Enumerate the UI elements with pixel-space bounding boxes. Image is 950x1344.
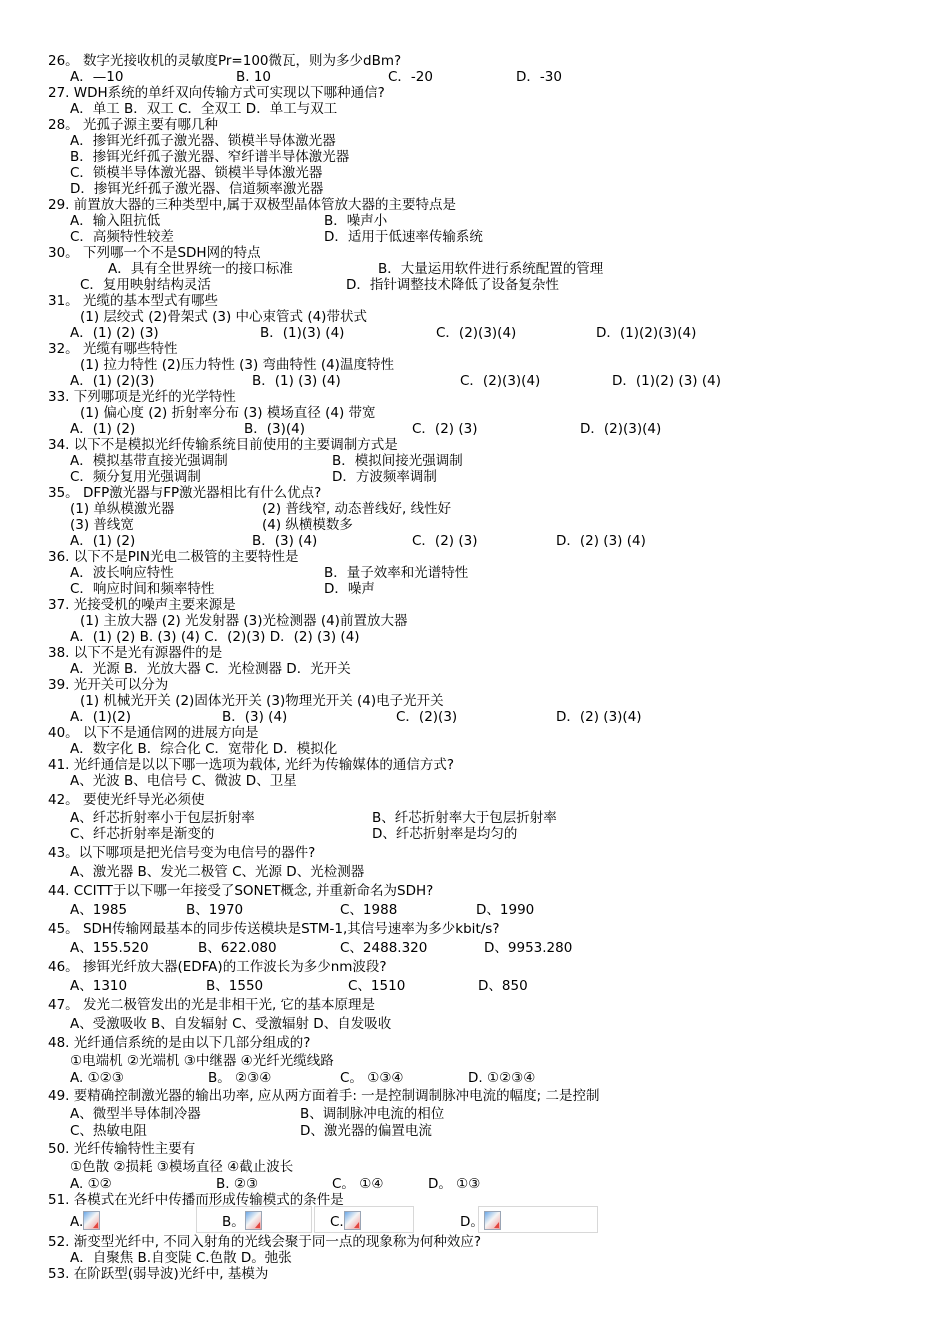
q49-option-a: A、微型半导体制冷器 <box>70 1106 201 1122</box>
q48-items: ①电端机 ②光端机 ③中继器 ④光纤光缆线路 <box>70 1053 334 1069</box>
q32-option-a: A．(1) (2)(3) <box>70 373 155 389</box>
q50-option-a: A. ①② <box>70 1176 112 1192</box>
q38-options: A．光源 B．光放大器 C．光检测器 D．光开关 <box>70 661 351 677</box>
q40-stem: 40。 以下不是通信网的进展方向是 <box>48 725 259 741</box>
q43-options: A、激光器 B、发光二极管 C、光源 D、光检测器 <box>70 864 365 880</box>
q31-stem: 31。 光缆的基本型式有哪些 <box>48 293 218 309</box>
q50-option-d: D。 ①③ <box>428 1176 481 1192</box>
q51-option-b <box>222 1211 262 1230</box>
q36-option-b: B．量子效率和光谱特性 <box>324 565 469 581</box>
q26-stem: 26。 数字光接收机的灵敏度Pr=100微瓦，则为多少dBm? <box>48 53 402 69</box>
q50-option-c: C。 ①④ <box>332 1176 384 1192</box>
q35-option-b: B．(3) (4) <box>252 533 318 549</box>
q51-option-c-label: C. <box>330 1214 344 1230</box>
q51-option-d <box>460 1211 501 1230</box>
q46-option-c: C、1510 <box>348 978 406 994</box>
q31-option-d: D．(1)(2)(3)(4) <box>596 325 697 341</box>
q44-option-a: A、1985 <box>70 902 128 918</box>
q48-stem: 48. 光纤通信系统的是由以下几部分组成的? <box>48 1035 311 1051</box>
q27-stem: 27. WDH系统的单纤双向传输方式可实现以下哪种通信? <box>48 85 385 101</box>
q26-option-b: B. 10 <box>236 69 272 85</box>
q46-option-b: B、1550 <box>206 978 264 994</box>
q39-option-d: D．(2) (3)(4) <box>556 709 642 725</box>
q48-option-d: D. ①②③④ <box>468 1070 536 1086</box>
q28-option-b: B．掺铒光纤孤子激光器、窄纤谱半导体激光器 <box>70 149 350 165</box>
q41-options: A、光波 B、电信号 C、微波 D、卫星 <box>70 773 297 789</box>
q45-option-c: C、2488.320 <box>340 940 428 956</box>
q36-option-c: C．响应时间和频率特性 <box>70 581 215 597</box>
q52-options: A．自聚焦 B.自变陡 C.色散 D。弛张 <box>70 1250 292 1266</box>
q29-option-a: A．输入阻抗低 <box>70 213 161 229</box>
q38-stem: 38. 以下不是光有源器件的是 <box>48 645 223 661</box>
q35-item-1: (1) 单纵模激光器 <box>70 501 175 517</box>
q45-option-a: A、155.520 <box>70 940 149 956</box>
q30-stem: 30。 下列哪一个不是SDH网的特点 <box>48 245 261 261</box>
q28-option-a: A．掺铒光纤孤子激光器、锁模半导体激光器 <box>70 133 336 149</box>
q36-stem: 36. 以下不是PIN光电二极管的主要特性是 <box>48 549 299 565</box>
q34-option-a: A．模拟基带直接光强调制 <box>70 453 228 469</box>
q42-option-d: D、纤芯折射率是均匀的 <box>372 826 518 842</box>
broken-image-icon <box>83 1211 100 1230</box>
q39-option-a: A．(1)(2) <box>70 709 131 725</box>
broken-image-icon <box>245 1211 262 1230</box>
q40-options: A．数字化 B．综合化 C．宽带化 D．模拟化 <box>70 741 338 757</box>
q43-stem: 43。以下哪项是把光信号变为电信号的器件? <box>48 845 316 861</box>
q50-option-b: B. ②③ <box>216 1176 259 1192</box>
q51-option-b-label: B。 <box>222 1214 245 1230</box>
q37-items: (1) 主放大器 (2) 光发射器 (3)光检测器 (4)前置放大器 <box>80 613 408 629</box>
q26-option-d: D．-30 <box>516 69 562 85</box>
formula-box-c <box>314 1206 414 1233</box>
q42-option-c: C、纤芯折射率是渐变的 <box>70 826 215 842</box>
q31-items: (1) 层绞式 (2)骨架式 (3) 中心束管式 (4)带状式 <box>80 309 367 325</box>
q32-stem: 32。 光缆有哪些特性 <box>48 341 178 357</box>
q35-item-4: (4) 纵横模数多 <box>262 517 353 533</box>
q33-stem: 33. 下列哪项是光纤的光学特性 <box>48 389 236 405</box>
q48-option-b: B。 ②③④ <box>208 1070 272 1086</box>
q45-option-b: B、622.080 <box>198 940 277 956</box>
q36-option-a: A．波长响应特性 <box>70 565 174 581</box>
q26-option-a: A．—10 <box>70 69 124 85</box>
q33-items: (1) 偏心度 (2) 折射率分布 (3) 模场直径 (4) 带宽 <box>80 405 376 421</box>
q39-option-b: B．(3) (4) <box>222 709 288 725</box>
q46-option-d: D、850 <box>478 978 528 994</box>
q30-option-a: A．具有全世界统一的接口标准 <box>108 261 293 277</box>
q28-option-c: C．锁模半导体激光器、锁模半导体激光器 <box>70 165 323 181</box>
q46-stem: 46。 掺铒光纤放大器(EDFA)的工作波长为多少nm波段? <box>48 959 387 975</box>
q45-stem: 45。 SDH传输网最基本的同步传送模块是STM-1,其信号速率为多少kbit/s? <box>48 921 500 937</box>
q34-option-d: D．方波频率调制 <box>332 469 437 485</box>
q35-option-a: A．(1) (2) <box>70 533 136 549</box>
q33-option-d: D．(2)(3)(4) <box>580 421 662 437</box>
q34-stem: 34. 以下不是模拟光纤传输系统目前使用的主要调制方式是 <box>48 437 398 453</box>
q33-option-c: C．(2) (3) <box>412 421 478 437</box>
q28-option-d: D．掺铒光纤孤子激光器、信道频率激光器 <box>70 181 324 197</box>
q32-option-d: D．(1)(2) (3) (4) <box>612 373 721 389</box>
broken-image-icon <box>484 1211 501 1230</box>
q51-option-a <box>70 1211 100 1230</box>
q28-stem: 28。 光孤子源主要有哪几种 <box>48 117 218 133</box>
q51-stem: 51. 各模式在光纤中传播而形成传输模式的条件是 <box>48 1192 344 1208</box>
q46-option-a: A、1310 <box>70 978 128 994</box>
q33-option-a: A．(1) (2) <box>70 421 136 437</box>
q39-items: (1) 机械光开关 (2)固体光开关 (3)物理光开关 (4)电子光开关 <box>80 693 444 709</box>
q35-option-c: C．(2) (3) <box>412 533 478 549</box>
q37-stem: 37. 光接受机的噪声主要来源是 <box>48 597 236 613</box>
q47-options: A、受激吸收 B、自发辐射 C、受激辐射 D、自发吸收 <box>70 1016 392 1032</box>
q31-option-a: A．(1) (2) (3) <box>70 325 159 341</box>
q47-stem: 47。 发光二极管发出的光是非相干光, 它的基本原理是 <box>48 997 376 1013</box>
q50-stem: 50. 光纤传输特性主要有 <box>48 1141 196 1157</box>
q35-item-2: (2) 普线窄, 动态普线好, 线性好 <box>262 501 452 517</box>
q39-stem: 39. 光开关可以分为 <box>48 677 169 693</box>
q33-option-b: B．(3)(4) <box>244 421 306 437</box>
q29-option-b: B．噪声小 <box>324 213 388 229</box>
q27-options: A．单工 B．双工 C．全双工 D．单工与双工 <box>70 101 338 117</box>
q30-option-d: D．指针调整技术降低了设备复杂性 <box>346 277 559 293</box>
q31-option-c: C．(2)(3)(4) <box>436 325 517 341</box>
q44-option-d: D、1990 <box>476 902 535 918</box>
q35-item-3: (3) 普线宽 <box>70 517 134 533</box>
q35-stem: 35。 DFP激光器与FP激光器相比有什么优点? <box>48 485 322 501</box>
q44-stem: 44. CCITT于以下哪一年接受了SONET概念, 并重新命名为SDH? <box>48 883 434 899</box>
q35-option-d: D．(2) (3) (4) <box>556 533 646 549</box>
q42-option-a: A、纤芯折射率小于包层折射率 <box>70 810 255 826</box>
q41-stem: 41. 光纤通信是以以下哪一选项为载体, 光纤为传输媒体的通信方式? <box>48 757 455 773</box>
q42-option-b: B、纤芯折射率大于包层折射率 <box>372 810 557 826</box>
q29-option-c: C．高频特性较差 <box>70 229 174 245</box>
q30-option-b: B．大量运用软件进行系统配置的管理 <box>378 261 604 277</box>
q26-option-c: C．-20 <box>388 69 433 85</box>
q31-option-b: B．(1)(3) (4) <box>260 325 345 341</box>
q49-stem: 49. 要精确控制激光器的输出功率, 应从两方面着手: 一是控制调制脉冲电流的幅度; 二是控制 <box>48 1088 600 1104</box>
q29-stem: 29. 前置放大器的三种类型中,属于双极型晶体管放大器的主要特点是 <box>48 197 457 213</box>
q44-option-b: B、1970 <box>186 902 244 918</box>
q52-stem: 52. 渐变型光纤中, 不同入射角的光线会聚于同一点的现象称为何种效应? <box>48 1234 482 1250</box>
q51-option-c <box>330 1211 361 1230</box>
q34-option-c: C．频分复用光强调制 <box>70 469 201 485</box>
q51-option-d-label: D。 <box>460 1214 484 1230</box>
q51-option-a-label: A. <box>70 1214 84 1230</box>
q30-option-c: C．复用映射结构灵活 <box>80 277 211 293</box>
q32-option-c: C．(2)(3)(4) <box>460 373 541 389</box>
q29-option-d: D．适用于低速率传输系统 <box>324 229 483 245</box>
q34-option-b: B．模拟间接光强调制 <box>332 453 463 469</box>
q48-option-c: C。 ①③④ <box>340 1070 404 1086</box>
q50-items: ①色散 ②损耗 ③模场直径 ④截止波长 <box>70 1159 294 1175</box>
q48-option-a: A. ①②③ <box>70 1070 124 1086</box>
q49-option-d: D、激光器的偏置电流 <box>300 1123 432 1139</box>
q39-option-c: C．(2)(3) <box>396 709 458 725</box>
q45-option-d: D、9953.280 <box>484 940 573 956</box>
q53-stem: 53. 在阶跃型(弱导波)光纤中, 基模为 <box>48 1266 269 1282</box>
q44-option-c: C、1988 <box>340 902 398 918</box>
q32-items: (1) 拉力特性 (2)压力特性 (3) 弯曲特性 (4)温度特性 <box>80 357 394 373</box>
q36-option-d: D．噪声 <box>324 581 375 597</box>
q42-stem: 42。 要使光纤导光必须使 <box>48 792 205 808</box>
q32-option-b: B．(1) (3) (4) <box>252 373 341 389</box>
q37-options: A．(1) (2) B. (3) (4) C．(2)(3) D．(2) (3) (4) <box>70 629 360 645</box>
q49-option-b: B、调制脉冲电流的相位 <box>300 1106 445 1122</box>
q49-option-c: C、热敏电阻 <box>70 1123 147 1139</box>
broken-image-icon <box>344 1211 361 1230</box>
